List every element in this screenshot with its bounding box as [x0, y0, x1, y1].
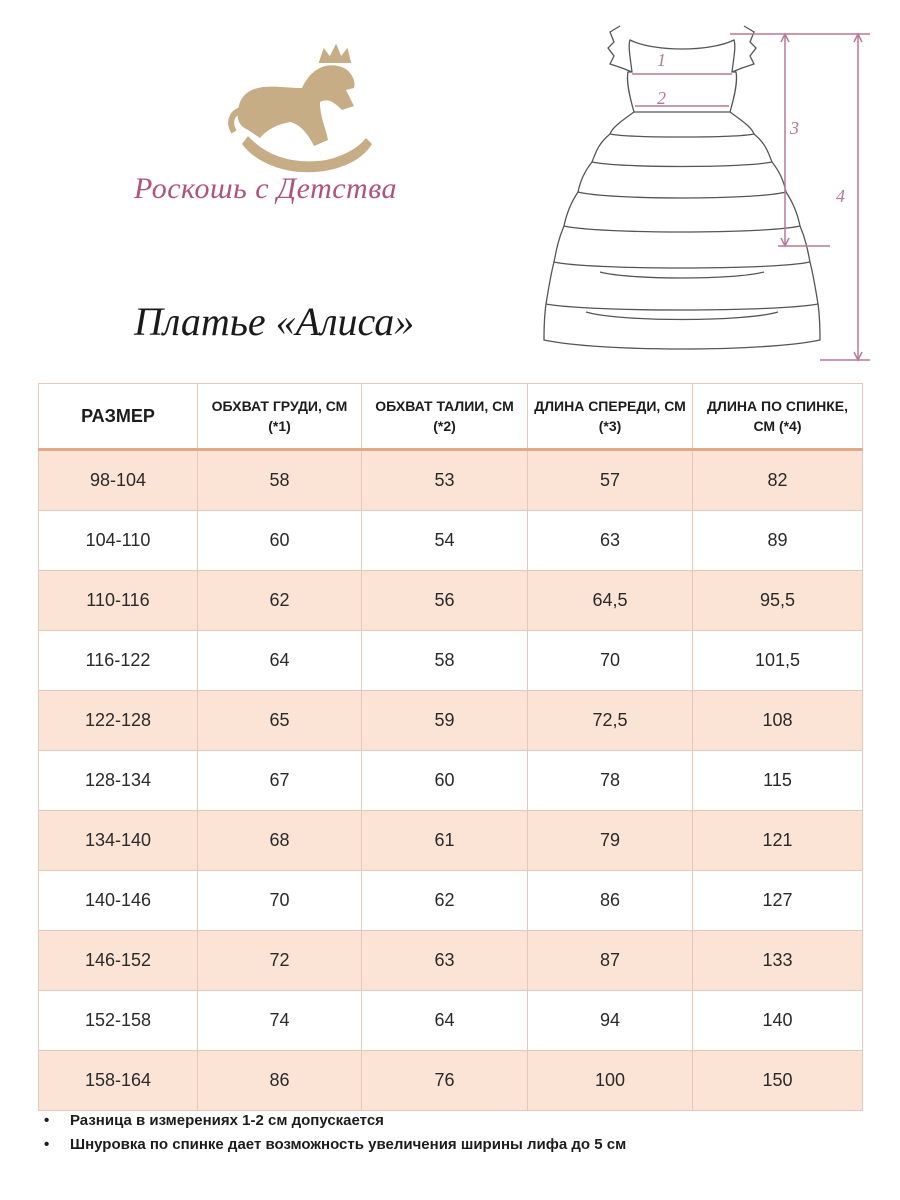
cell-chest: 72	[198, 931, 362, 991]
cell-waist: 54	[362, 511, 528, 571]
note-item	[44, 1112, 626, 1129]
cell-front-length: 57	[528, 450, 693, 511]
cell-waist: 63	[362, 931, 528, 991]
cell-front-length: 79	[528, 811, 693, 871]
cell-waist: 62	[362, 871, 528, 931]
cell-size: 122-128	[39, 691, 198, 751]
cell-size: 140-146	[39, 871, 198, 931]
cell-waist: 58	[362, 631, 528, 691]
table-row	[39, 1051, 863, 1111]
note-text: Шнуровка по спинке дает возможность увеличения ширины лифа до 5 см	[70, 1136, 627, 1153]
header-chest: ОБХВАТ ГРУДИ, СМ (*1)	[198, 384, 362, 450]
cell-front-length: 100	[528, 1051, 693, 1111]
cell-front-length: 86	[528, 871, 693, 931]
cell-size: 110-116	[39, 571, 198, 631]
cell-back-length: 108	[693, 691, 863, 751]
cell-size: 116-122	[39, 631, 198, 691]
cell-waist: 64	[362, 991, 528, 1051]
table-row	[39, 511, 863, 571]
cell-back-length: 82	[693, 450, 863, 511]
cell-size: 146-152	[39, 931, 198, 991]
table-row	[39, 571, 863, 631]
table-row	[39, 991, 863, 1051]
table-row	[39, 871, 863, 931]
marker-3-label: 3	[790, 118, 799, 138]
table-row	[39, 691, 863, 751]
notes	[44, 1112, 626, 1160]
header-front-length: ДЛИНА СПЕРЕДИ, СМ (*3)	[528, 384, 693, 450]
header-waist: ОБХВАТ ТАЛИИ, СМ (*2)	[362, 384, 528, 450]
cell-waist: 59	[362, 691, 528, 751]
bullet-icon: •	[44, 1112, 50, 1129]
dress-measurement-sketch	[540, 12, 880, 367]
cell-waist: 76	[362, 1051, 528, 1111]
cell-back-length: 101,5	[693, 631, 863, 691]
cell-back-length: 127	[693, 871, 863, 931]
table-row	[39, 450, 863, 511]
cell-chest: 68	[198, 811, 362, 871]
cell-chest: 65	[198, 691, 362, 751]
table-header-row	[39, 384, 863, 450]
cell-size: 134-140	[39, 811, 198, 871]
cell-front-length: 87	[528, 931, 693, 991]
cell-front-length: 70	[528, 631, 693, 691]
cell-chest: 67	[198, 751, 362, 811]
header-back-length: ДЛИНА ПО СПИНКЕ, СМ (*4)	[693, 384, 863, 450]
size-chart-table	[38, 383, 863, 1111]
cell-size: 128-134	[39, 751, 198, 811]
cell-waist: 60	[362, 751, 528, 811]
cell-back-length: 150	[693, 1051, 863, 1111]
cell-waist: 61	[362, 811, 528, 871]
marker-2-label: 2	[657, 88, 666, 108]
page-title: Платье «Алиса»	[134, 299, 415, 344]
cell-back-length: 133	[693, 931, 863, 991]
cell-front-length: 72,5	[528, 691, 693, 751]
table-row	[39, 811, 863, 871]
cell-size: 98-104	[39, 450, 198, 511]
table-row	[39, 751, 863, 811]
cell-back-length: 121	[693, 811, 863, 871]
cell-chest: 64	[198, 631, 362, 691]
cell-back-length: 89	[693, 511, 863, 571]
header-size: РАЗМЕР	[39, 384, 198, 450]
cell-chest: 70	[198, 871, 362, 931]
marker-1-label: 1	[657, 50, 666, 70]
cell-front-length: 94	[528, 991, 693, 1051]
cell-size: 104-110	[39, 511, 198, 571]
bullet-icon: •	[44, 1136, 50, 1153]
note-item	[44, 1136, 626, 1153]
cell-chest: 62	[198, 571, 362, 631]
note-text: Разница в измерениях 1-2 см допускается	[70, 1112, 384, 1129]
cell-chest: 86	[198, 1051, 362, 1111]
cell-front-length: 63	[528, 511, 693, 571]
table-row	[39, 631, 863, 691]
cell-chest: 58	[198, 450, 362, 511]
cell-back-length: 140	[693, 991, 863, 1051]
cell-waist: 53	[362, 450, 528, 511]
cell-size: 158-164	[39, 1051, 198, 1111]
brand-name: Роскошь с Детства	[134, 172, 398, 205]
cell-chest: 60	[198, 511, 362, 571]
measure-markers	[632, 34, 870, 360]
crown-icon	[320, 46, 350, 62]
marker-4-label: 4	[836, 186, 845, 206]
rocking-horse-icon	[231, 65, 372, 172]
cell-front-length: 78	[528, 751, 693, 811]
cell-size: 152-158	[39, 991, 198, 1051]
cell-waist: 56	[362, 571, 528, 631]
cell-chest: 74	[198, 991, 362, 1051]
cell-back-length: 95,5	[693, 571, 863, 631]
table-row	[39, 931, 863, 991]
cell-back-length: 115	[693, 751, 863, 811]
cell-front-length: 64,5	[528, 571, 693, 631]
